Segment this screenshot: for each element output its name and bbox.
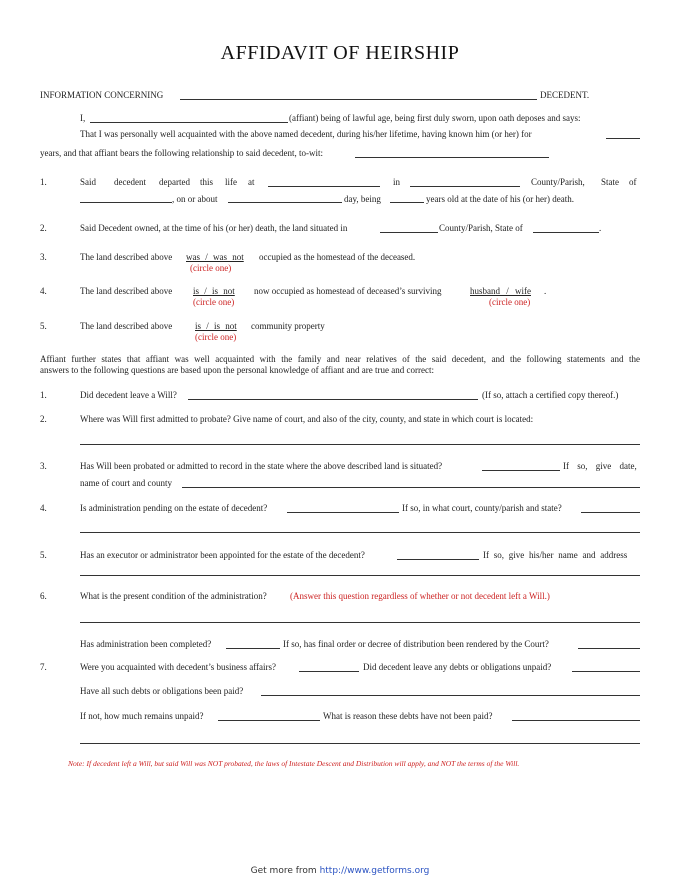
item1-word: of bbox=[629, 177, 637, 187]
q3-give-date: If so, give date, bbox=[563, 461, 637, 471]
item1-word: life bbox=[225, 177, 237, 187]
land-county-field[interactable] bbox=[380, 232, 438, 233]
circle-one-hint: (circle one) bbox=[195, 332, 237, 342]
question-number-5: 5. bbox=[40, 550, 47, 560]
item4-text: The land described above bbox=[80, 286, 173, 296]
item1-word: decedent bbox=[114, 177, 146, 187]
item1-word: Said bbox=[80, 177, 97, 187]
further-line-1: Affiant further states that affiant was well acquainted with the family and near relatives of the said decedent, and the following statements and the bbox=[40, 354, 640, 364]
death-state-field[interactable] bbox=[80, 202, 172, 203]
relationship-field[interactable] bbox=[355, 157, 549, 158]
item2-period: . bbox=[599, 223, 602, 233]
years-known-field[interactable] bbox=[606, 138, 640, 139]
circle-one-hint: (circle one) bbox=[190, 263, 232, 273]
administration-completed-field[interactable] bbox=[226, 648, 280, 649]
item-number-4: 4. bbox=[40, 286, 47, 296]
death-age-field[interactable] bbox=[390, 202, 424, 203]
item1-on-or-about: , on or about bbox=[172, 194, 218, 204]
will-answer-field[interactable] bbox=[188, 399, 478, 400]
item-number-3: 3. bbox=[40, 252, 47, 262]
homestead-choice[interactable]: was / was not bbox=[186, 252, 244, 262]
remaining-amount-field[interactable] bbox=[218, 720, 320, 721]
administration-condition-field[interactable] bbox=[80, 622, 640, 623]
item3-occupied: occupied as the homestead of the deceased. bbox=[259, 252, 416, 262]
q6-completed: Has administration been completed? bbox=[80, 639, 212, 649]
item1-word: at bbox=[248, 177, 255, 187]
executor-name-field[interactable] bbox=[80, 575, 640, 576]
q7-debts-unpaid: Did decedent leave any debts or obligations unpaid? bbox=[363, 662, 552, 672]
item-number-1: 1. bbox=[40, 177, 47, 187]
will-note: Note: If decedent left a Will, but said Will was NOT probated, the laws of Intestate Descent and Distribution will apply, and NOT the terms of the Will. bbox=[68, 759, 520, 768]
item2-county-state: County/Parish, State of bbox=[439, 223, 523, 233]
decedent-name-field[interactable] bbox=[180, 99, 537, 100]
q3-court-county: name of court and county bbox=[80, 478, 172, 488]
item1-word: this bbox=[200, 177, 214, 187]
intro-affiant: (affiant) being of lawful age, being first duly sworn, upon oath deposes and says: bbox=[289, 113, 581, 123]
footer-prefix: Get more from bbox=[250, 866, 317, 876]
debts-unpaid-field[interactable] bbox=[572, 671, 640, 672]
intro-that-line: That I was personally well acquainted with the above named decedent, during his/her lifetime, having known him (or her) for bbox=[80, 129, 532, 139]
item2-text: Said Decedent owned, at the time of his (or her) death, the land situated in bbox=[80, 223, 348, 233]
question-number-1: 1. bbox=[40, 390, 47, 400]
footer-link[interactable]: http://www.getforms.org bbox=[319, 866, 430, 876]
q6-text: What is the present condition of the administration? bbox=[80, 591, 267, 601]
q4-text: Is administration pending on the estate of decedent? bbox=[80, 503, 268, 513]
death-date-field[interactable] bbox=[228, 202, 342, 203]
item1-word: in bbox=[393, 177, 401, 187]
community-choice[interactable]: is / is not bbox=[195, 321, 237, 331]
spouse-choice[interactable]: husband / wife bbox=[470, 286, 531, 296]
business-affairs-field[interactable] bbox=[299, 671, 359, 672]
question-number-3: 3. bbox=[40, 461, 47, 471]
item3-text: The land described above bbox=[80, 252, 173, 262]
q2-text: Where was Will first admitted to probate? Give name of court, and also of the city, county, and state in which court is located: bbox=[80, 414, 534, 424]
page-title: AFFIDAVIT OF HEIRSHIP bbox=[220, 42, 460, 64]
q7-debts-paid: Have all such debts or obligations been paid? bbox=[80, 686, 244, 696]
item5-community: community property bbox=[251, 321, 325, 331]
question-number-6: 6. bbox=[40, 591, 47, 601]
q7-text: Were you acquainted with decedent’s business affairs? bbox=[80, 662, 277, 672]
q7-reason: What is reason these debts have not been paid? bbox=[323, 711, 493, 721]
land-state-field[interactable] bbox=[533, 232, 599, 233]
administration-court-field[interactable] bbox=[581, 512, 640, 513]
item1-years-old: years old at the date of his (or her) death. bbox=[426, 194, 574, 204]
item5-text: The land described above bbox=[80, 321, 173, 331]
item-number-5: 5. bbox=[40, 321, 47, 331]
q1-text: Did decedent leave a Will? bbox=[80, 390, 177, 400]
probated-answer-field[interactable] bbox=[482, 470, 560, 471]
reason-field-2[interactable] bbox=[80, 743, 640, 744]
q3-text: Has Will been probated or admitted to record in the state where the above described land is situated? bbox=[80, 461, 443, 471]
reason-field[interactable] bbox=[512, 720, 640, 721]
intro-i: I, bbox=[80, 113, 86, 123]
question-number-4: 4. bbox=[40, 503, 47, 513]
info-label: INFORMATION CONCERNING bbox=[40, 90, 164, 100]
footer bbox=[0, 866, 680, 876]
debts-paid-field[interactable] bbox=[261, 695, 640, 696]
death-place-field[interactable] bbox=[268, 186, 380, 187]
item4-period: . bbox=[544, 286, 547, 296]
circle-one-hint: (circle one) bbox=[193, 297, 235, 307]
item1-word: County/Parish, bbox=[531, 177, 585, 187]
item1-word: State bbox=[601, 177, 619, 187]
q6-instruction: (Answer this question regardless of whether or not decedent left a Will.) bbox=[290, 591, 550, 601]
q1-note: (If so, attach a certified copy thereof.) bbox=[482, 390, 619, 400]
question-number-7: 7. bbox=[40, 662, 47, 672]
death-county-field[interactable] bbox=[410, 186, 520, 187]
intro-years-line: years, and that affiant bears the following relationship to said decedent, to-wit: bbox=[40, 148, 323, 158]
item1-day-being: day, being bbox=[344, 194, 381, 204]
question-number-2: 2. bbox=[40, 414, 47, 424]
q5-text: Has an executor or administrator been appointed for the estate of the decedent? bbox=[80, 550, 365, 560]
executor-appointed-field[interactable] bbox=[397, 559, 479, 560]
q4-which-court: If so, in what court, county/parish and state? bbox=[402, 503, 562, 513]
occupied-choice[interactable]: is / is not bbox=[193, 286, 235, 296]
q7-remains-unpaid: If not, how much remains unpaid? bbox=[80, 711, 204, 721]
affiant-name-field[interactable] bbox=[90, 122, 288, 123]
q6-final-order: If so, has final order or decree of distribution been rendered by the Court? bbox=[283, 639, 549, 649]
item1-word: departed bbox=[159, 177, 190, 187]
administration-court-field-2[interactable] bbox=[80, 532, 640, 533]
final-order-field[interactable] bbox=[578, 648, 640, 649]
info-suffix: DECEDENT. bbox=[540, 90, 590, 100]
item-number-2: 2. bbox=[40, 223, 47, 233]
further-line-2: answers to the following questions are based upon the personal knowledge of affiant and are true and correct: bbox=[40, 365, 434, 375]
q5-give-name: If so, give his/her name and address bbox=[483, 550, 628, 560]
circle-one-hint: (circle one) bbox=[489, 297, 531, 307]
probate-court-field[interactable] bbox=[80, 444, 640, 445]
item4-occupied: now occupied as homestead of deceased’s surviving bbox=[254, 286, 442, 296]
probate-date-court-field[interactable] bbox=[182, 487, 640, 488]
administration-pending-field[interactable] bbox=[287, 512, 399, 513]
